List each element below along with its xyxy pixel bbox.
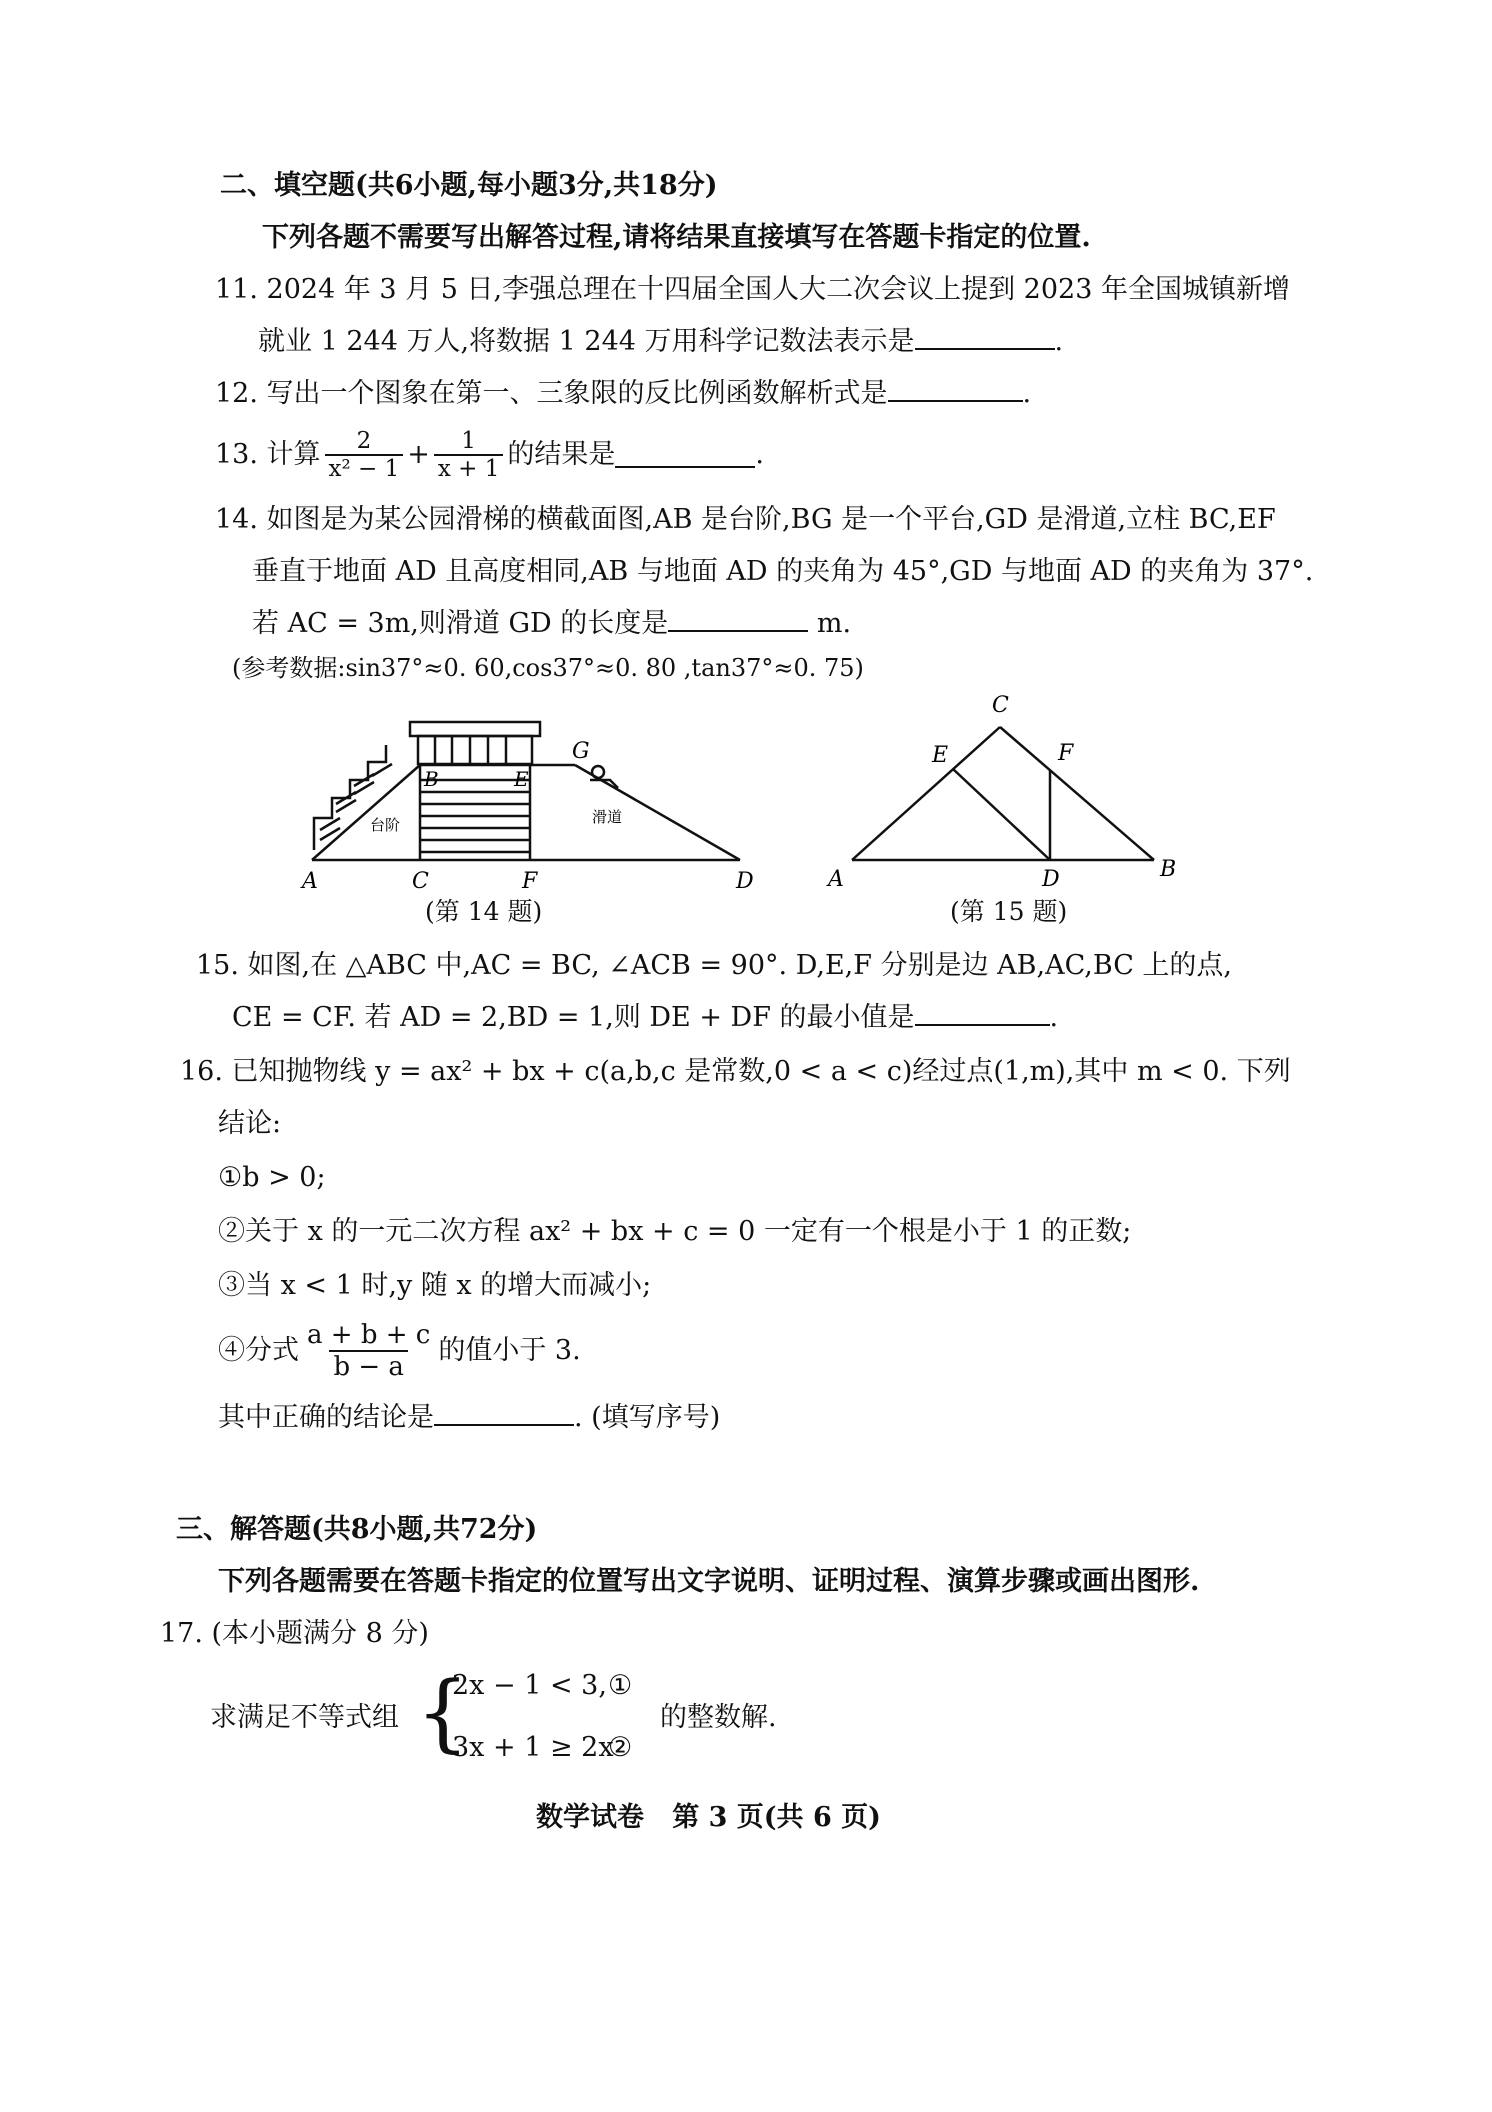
q16-conclusion-4 [218,1320,581,1382]
fig14-label-B: B [424,767,439,791]
q12-answer-blank[interactable] [888,376,1023,402]
q17-ineq2: 3x + 1 ≥ 2x [452,1732,614,1763]
q12-end: . [1022,378,1032,409]
q16-conclusion-3: ③当 x < 1 时,y 随 x 的增大而减小; [218,1270,652,1301]
q17-mark2: ② [608,1732,633,1763]
q16-c4-fraction [303,1320,434,1382]
q13-plus: + [407,439,430,470]
q13-prefix: 13. 计算 [215,439,321,470]
q15-line1: 15. 如图,在 △ABC 中,AC = BC, ∠ACB = 90°. D,E,F 分别是边 AB,AC,BC 上的点, [196,950,1233,981]
q13-frac1-den: x² − 1 [325,454,404,482]
fig14-label-A: A [302,869,318,890]
q11-line2 [258,324,1063,360]
fig15-label-A: A [828,867,844,890]
q13-fraction-2 [434,428,504,482]
fig14-slide-label: 滑道 [592,808,623,826]
q16-c4-suffix: 的值小于 3. [438,1335,581,1366]
q17-brace: { [416,1663,470,1761]
q15-text: CE = CF. 若 AD = 2,BD = 1,则 DE + DF 的最小值是 [232,1002,915,1033]
q11-end: . [1054,326,1064,357]
q13 [215,428,764,482]
q15-end: . [1049,1002,1059,1033]
q12-text: 12. 写出一个图象在第一、三象限的反比例函数解析式是 [215,378,888,409]
q13-end: . [755,439,764,470]
q12 [215,376,1031,412]
q11-line1: 11. 2024 年 3 月 5 日,李强总理在十四届全国人大二次会议上提到 2023 年全国城镇新增 [215,274,1290,305]
section3-instruction: 下列各题需要在答题卡指定的位置写出文字说明、证明过程、演算步骤或画出图形. [218,1566,1200,1597]
figure-14-slide-diagram [300,700,770,890]
fig15-label-B: B [1160,857,1177,882]
q13-answer-blank[interactable] [615,442,755,468]
q16-line2: 结论: [218,1108,282,1139]
q16-c4-num: a + b + c [307,1320,431,1350]
page-footer: 数学试卷 第 3 页(共 6 页) [536,1802,881,1833]
section2-title: 二、填空题(共6小题,每小题3分,共18分) [220,170,718,201]
q13-suffix: 的结果是 [507,439,616,470]
fig15-label-C: C [992,693,1009,718]
q16-answer-suffix: . (填写序号) [574,1402,721,1433]
q16-c4-den: b − a [329,1350,407,1382]
q17-header: 17. (本小题满分 8 分) [160,1618,429,1649]
q17-ineq1: 2x − 1 < 3, [452,1670,607,1701]
q17-inequality-system [210,1664,910,1774]
q14-line2: 垂直于地面 AD 且高度相同,AB 与地面 AD 的夹角为 45°,GD 与地面 AD 的夹角为 37°. [252,556,1314,587]
q17-suffix: 的整数解. [660,1702,777,1733]
fig14-label-D: D [736,869,754,890]
fig14-label-F: F [522,869,538,890]
q13-frac2-num: 1 [461,428,476,454]
figure-15-triangle-diagram [820,690,1190,890]
q14-reference-data: (参考数据:sin37°≈0. 60,cos37°≈0. 80 ,tan37°≈0. 75) [232,654,864,682]
q13-frac2-den: x + 1 [434,454,504,482]
section3-title: 三、解答题(共8小题,共72分) [176,1514,538,1545]
q16-answer-blank[interactable] [434,1400,574,1426]
fig14-label-C: C [412,869,429,890]
q14-answer-blank[interactable] [668,606,808,632]
q13-fraction-1 [325,428,404,482]
section2-instruction: 下列各题不需要写出解答过程,请将结果直接填写在答题卡指定的位置. [262,222,1091,253]
q14-line1: 14. 如图是为某公园滑梯的横截面图,AB 是台阶,BG 是一个平台,GD 是滑道,立柱 BC,EF [215,504,1276,535]
fig14-label-E: E [514,767,529,791]
q16-conclusion-1: ①b > 0; [218,1162,326,1193]
q16-answer-prefix: 其中正确的结论是 [218,1402,434,1433]
fig15-label-E: E [932,743,949,768]
q16-c4-prefix: ④分式 [218,1335,299,1366]
fig14-label-G: G [572,739,590,764]
q17-prefix: 求满足不等式组 [210,1702,399,1733]
figure-14-caption: (第 14 题) [425,897,543,926]
fig14-steps-label: 台阶 [370,816,401,834]
fig15-label-F: F [1058,741,1074,766]
q11-text: 就业 1 244 万人,将数据 1 244 万用科学记数法表示是 [258,326,915,357]
q13-frac1-num: 2 [356,428,372,454]
figure-15-caption: (第 15 题) [950,897,1068,926]
q16-conclusion-2: ②关于 x 的一元二次方程 ax² + bx + c = 0 一定有一个根是小于 1 的正数; [218,1216,1132,1247]
q14-question: 若 AC = 3m,则滑道 GD 的长度是 [252,608,669,639]
q14-unit: m. [816,608,852,639]
q15-answer-blank[interactable] [915,1000,1050,1026]
q17-mark1: ① [608,1670,633,1701]
q14-line3 [252,606,851,642]
q16-line1: 16. 已知抛物线 y = ax² + bx + c(a,b,c 是常数,0 < a < c)经过点(1,m),其中 m < 0. 下列 [180,1056,1291,1087]
q15-line2 [232,1000,1058,1036]
q11-answer-blank[interactable] [915,324,1055,350]
fig15-label-D: D [1042,867,1060,890]
q16-answer [218,1400,720,1436]
